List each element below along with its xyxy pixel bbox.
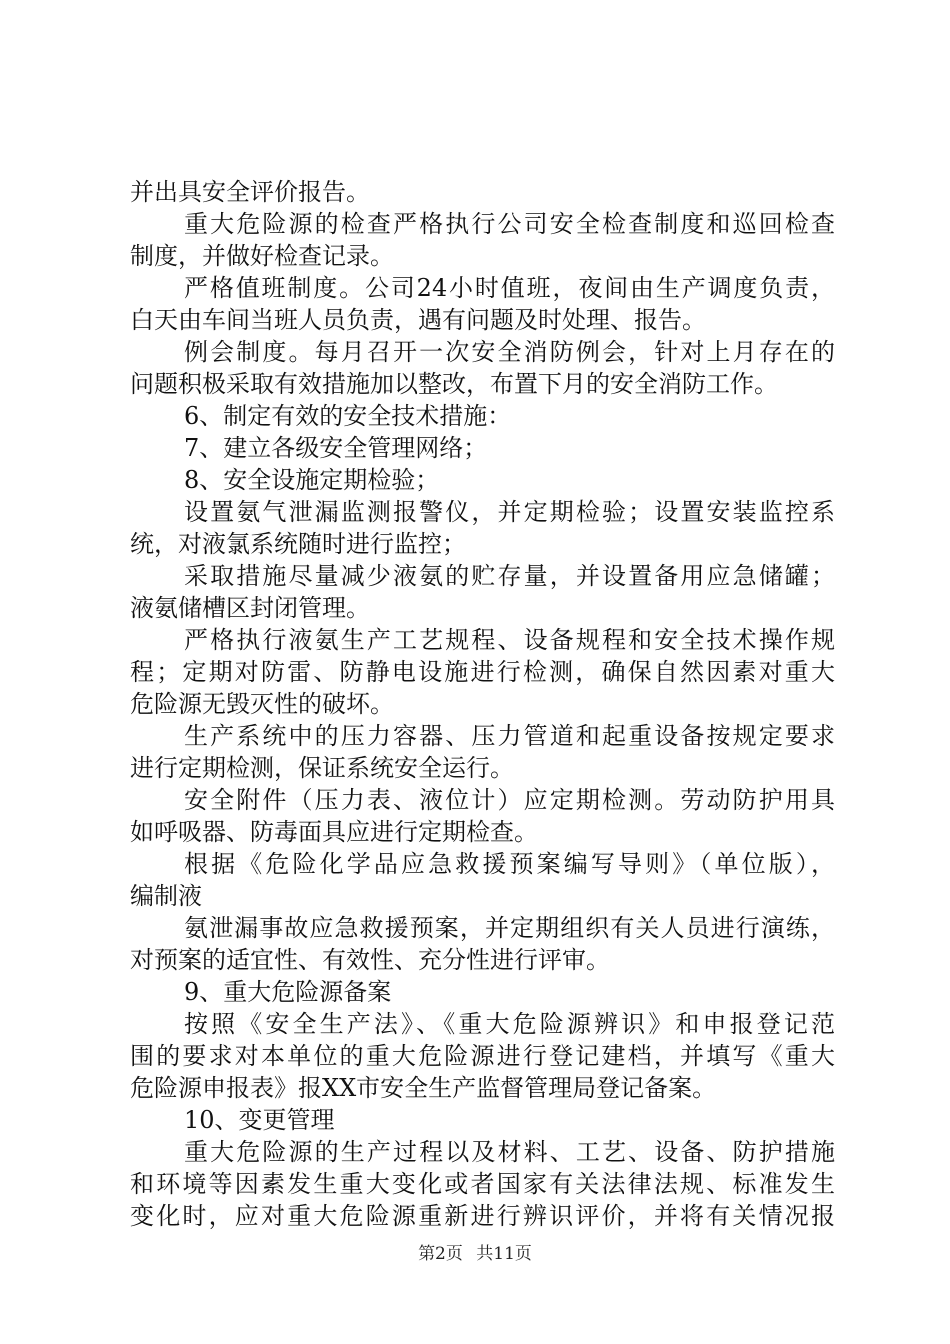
text-line: 采取措施尽量减少液氨的贮存量，并设置备用应急储罐； [184, 562, 835, 590]
text-line: 液氨储槽区封闭管理。 [130, 594, 370, 622]
text-line: 危险源申报表》报XX市安全生产监督管理局登记备案。 [130, 1074, 717, 1102]
text-line: 10、变更管理 [184, 1106, 335, 1134]
text-line: 对预案的适宜性、有效性、充分性进行评审。 [130, 946, 610, 974]
text-line: 重大危险源的检查严格执行公司安全检查制度和巡回检查 [184, 210, 835, 238]
text-line: 程；定期对防雷、防静电设施进行检测，确保自然因素对重大 [130, 658, 835, 686]
text-line: 白天由车间当班人员负责，遇有问题及时处理、报告。 [130, 306, 706, 334]
text-line: 按照《安全生产法》、《重大危险源辨识》和申报登记范 [184, 1010, 835, 1038]
text-line: 变化时，应对重大危险源重新进行辨识评价，并将有关情况报 [130, 1202, 835, 1230]
text-line: 氨泄漏事故应急救援预案，并定期组织有关人员进行演练， [184, 914, 835, 942]
page-total: 共11页 [476, 1244, 532, 1264]
text-line: 危险源无毁灭性的破坏。 [130, 690, 394, 718]
text-line: 如呼吸器、防毒面具应进行定期检查。 [130, 818, 538, 846]
text-line: 设置氨气泄漏监测报警仪，并定期检验；设置安装监控系 [184, 498, 835, 526]
text-line: 例会制度。每月召开一次安全消防例会，针对上月存在的 [184, 338, 835, 366]
page-footer [0, 1242, 950, 1266]
text-line: 和环境等因素发生重大变化或者国家有关法律法规、标准发生 [130, 1170, 835, 1198]
text-line: 安全附件（压力表、液位计）应定期检测。劳动防护用具 [184, 786, 835, 814]
text-line: 进行定期检测，保证系统安全运行。 [130, 754, 514, 782]
text-line: 6、制定有效的安全技术措施： [184, 402, 512, 430]
page-number: 第2页 [418, 1244, 463, 1264]
text-line: 严格值班制度。公司24小时值班，夜间由生产调度负责， [184, 274, 835, 302]
text-line: 根据《危险化学品应急救援预案编写导则》（单位版）， [184, 850, 835, 878]
text-line: 重大危险源的生产过程以及材料、工艺、设备、防护措施 [184, 1138, 835, 1166]
text-line: 严格执行液氨生产工艺规程、设备规程和安全技术操作规 [184, 626, 835, 654]
text-line: 8、安全设施定期检验； [184, 466, 440, 494]
text-line: 并出具安全评价报告。 [130, 178, 370, 206]
text-line: 生产系统中的压力容器、压力管道和起重设备按规定要求 [184, 722, 835, 750]
document-body [130, 176, 835, 1232]
text-line: 编制液 [130, 882, 202, 910]
text-line: 围的要求对本单位的重大危险源进行登记建档，并填写《重大 [130, 1042, 835, 1070]
text-line: 9、重大危险源备案 [184, 978, 392, 1006]
text-line: 统，对液氯系统随时进行监控； [130, 530, 466, 558]
text-line: 7、建立各级安全管理网络； [184, 434, 488, 462]
text-line: 问题积极采取有效措施加以整改，布置下月的安全消防工作。 [130, 370, 778, 398]
text-line: 制度，并做好检查记录。 [130, 242, 394, 270]
